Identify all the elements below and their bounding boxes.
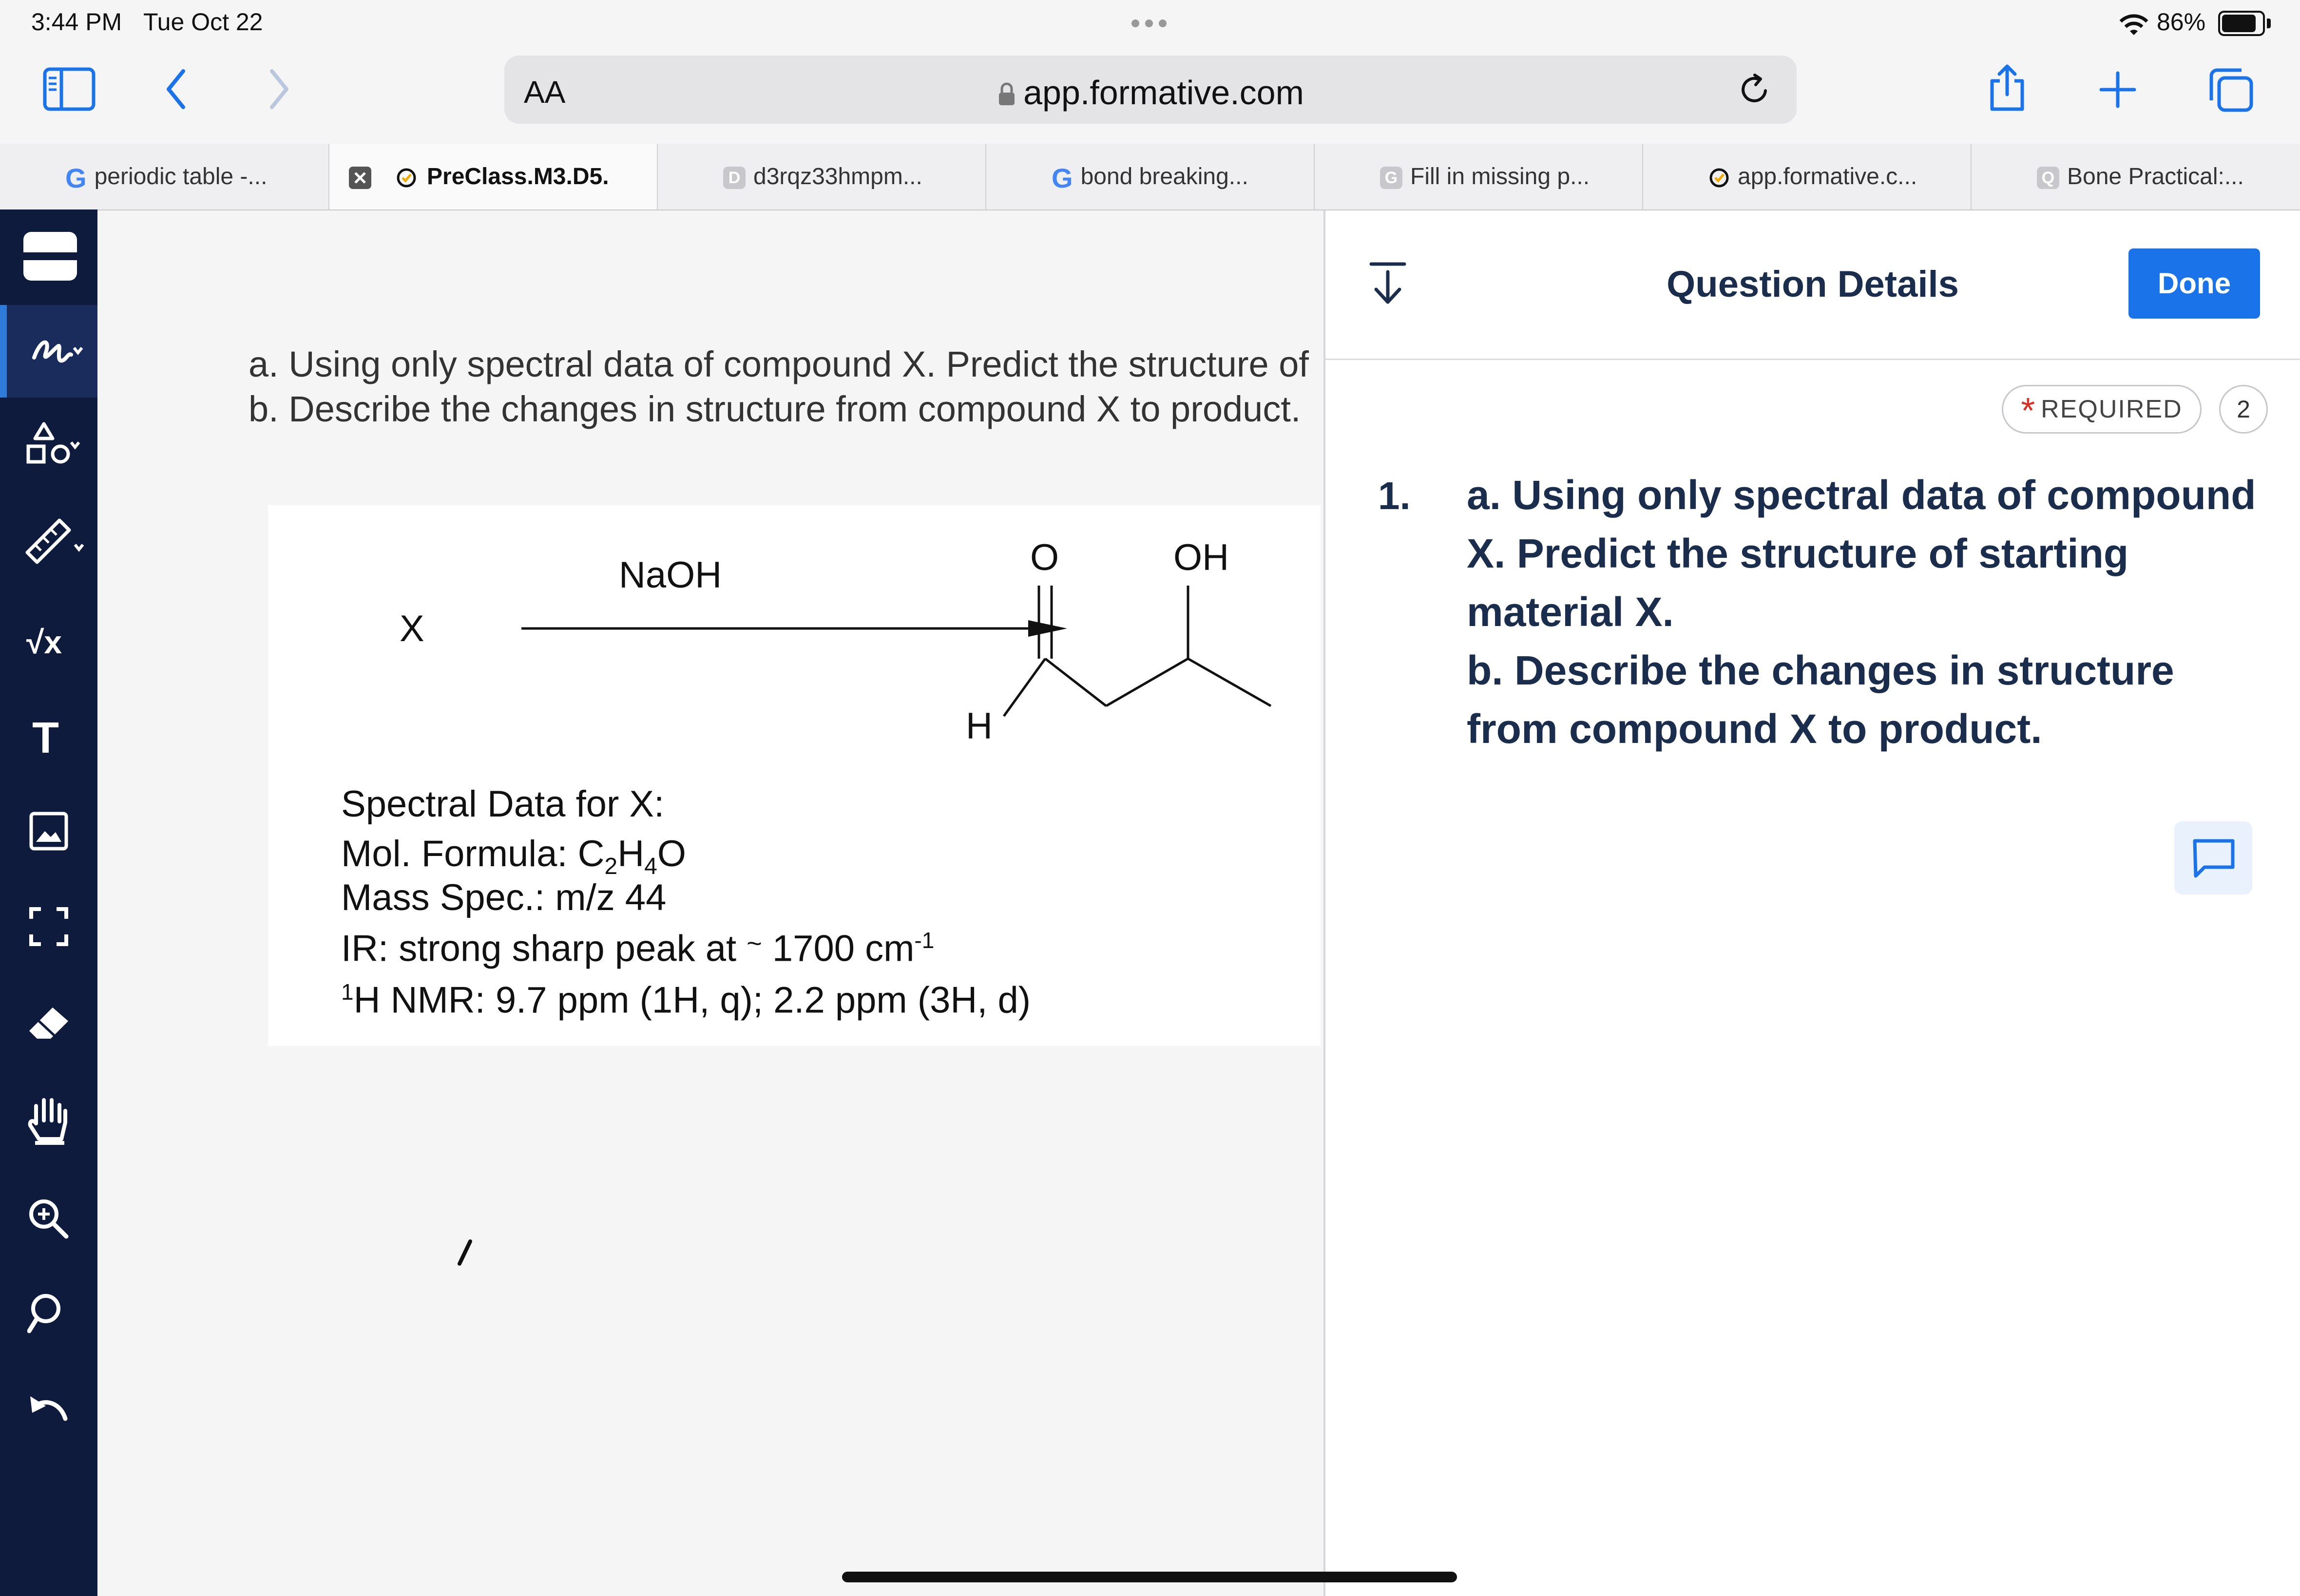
status-date: Tue Oct 22 [143, 8, 263, 36]
share-icon[interactable] [1986, 63, 2028, 112]
toolbar-collapse-button[interactable] [0, 209, 97, 302]
tab-app-formative[interactable] [1642, 144, 1971, 209]
reaction-arrow-head [1028, 620, 1067, 637]
product-hydroxyl: OH [1173, 537, 1229, 578]
crop-icon [29, 907, 68, 946]
tool-hand[interactable] [0, 1075, 97, 1167]
url-text: app.formative.com [1023, 74, 1304, 112]
document-canvas[interactable] [97, 210, 1324, 1596]
tool-zoom-in[interactable] [0, 1172, 97, 1265]
tool-zoom-out[interactable] [0, 1267, 97, 1359]
tool-text[interactable] [0, 690, 97, 782]
prompt-line-2: b. Describe the changes in structure from compound X to product. [249, 389, 1301, 429]
browser-toolbar [0, 49, 2300, 144]
question-text-line: a. Using only spectral data of compound [1467, 472, 2256, 518]
back-chevron-icon[interactable] [164, 67, 188, 111]
question-prompt [249, 342, 1309, 432]
annotation-toolbar [0, 209, 97, 1596]
product-skeleton [1004, 586, 1271, 716]
panel-title: Question Details [1667, 264, 1959, 305]
g-favicon: G [1380, 167, 1402, 189]
status-bar [0, 0, 2300, 49]
question-text-line: b. Describe the changes in structure [1467, 647, 2174, 693]
collapse-icon [23, 232, 77, 281]
ir-data: IR: strong sharp peak at ~ 1700 $cm^{-1}$ [341, 928, 935, 969]
multitasking-dots-icon[interactable] [1129, 19, 1169, 30]
math-icon: √x [26, 624, 62, 660]
tool-eraser[interactable] [0, 979, 97, 1072]
address-bar[interactable] [504, 56, 1797, 124]
tool-math[interactable] [0, 594, 97, 687]
tool-ruler[interactable] [0, 495, 97, 588]
battery-icon [2218, 11, 2265, 36]
tab-bar [0, 144, 2300, 210]
tab-label: periodic table -... [94, 164, 268, 190]
tab-fill-in-missing[interactable] [1314, 144, 1642, 209]
comment-icon [2192, 838, 2236, 879]
prompt-line-1: a. Using only spectral data of compound X. Predict the structure of [249, 344, 1309, 384]
sidebar-toggle-icon[interactable] [43, 67, 96, 111]
shapes-icon [24, 422, 83, 471]
done-button[interactable]: Done [2128, 248, 2260, 319]
close-tab-icon[interactable] [349, 167, 371, 189]
forward-chevron-icon[interactable] [267, 67, 291, 111]
tool-image[interactable] [0, 787, 97, 880]
formative-icon [396, 167, 417, 189]
nmr-data: $^1$H NMR: 9.7 ppm (1H, q); 2.2 ppm (3H, d) [341, 979, 1031, 1021]
tab-bone-practical[interactable] [1971, 144, 2300, 209]
home-indicator [842, 1572, 1457, 1582]
url-field[interactable] [504, 73, 1797, 112]
wifi-icon [2117, 12, 2151, 37]
tab-preclass[interactable] [328, 144, 657, 209]
pen-tool-icon [31, 333, 85, 372]
google-icon: G [1052, 162, 1073, 193]
question-text-line: from compound X to product. [1467, 706, 2042, 752]
reaction-scheme [268, 505, 1321, 778]
tab-bond-breaking[interactable] [985, 144, 1314, 209]
tab-label: Fill in missing p... [1410, 164, 1590, 190]
google-icon: G [65, 162, 87, 193]
new-tab-plus-icon[interactable] [2099, 71, 2136, 108]
tool-pen[interactable] [0, 305, 97, 398]
zoom-out-icon [27, 1292, 69, 1334]
required-star-icon: * [2021, 390, 2036, 431]
product-aldehyde-h: H [966, 705, 993, 747]
status-time: 3:44 PM [31, 8, 122, 36]
panel-header [1325, 210, 2300, 360]
points-badge: 2 [2219, 385, 2268, 434]
tab-d3rqz[interactable] [657, 144, 985, 209]
tab-label: Bone Practical:... [2067, 164, 2244, 190]
tab-label: bond breaking... [1080, 164, 1248, 190]
reagent-label: NaOH [619, 554, 722, 596]
eraser-icon [25, 1004, 72, 1043]
question-details-panel [1325, 210, 2300, 1596]
tab-overview-icon[interactable] [2207, 66, 2254, 113]
mol-formula: Mol. Formula: $C_2H_4O$ [341, 833, 686, 880]
reaction-figure [268, 505, 1321, 1046]
lock-icon [997, 82, 1016, 106]
text-size-button[interactable]: AA [524, 75, 566, 110]
reload-icon[interactable] [1737, 73, 1771, 107]
tool-crop[interactable] [0, 882, 97, 974]
question-text-line: X. Predict the structure of starting [1467, 531, 2129, 576]
d-favicon: D [723, 167, 746, 189]
question-text-line: material X. [1467, 589, 1674, 635]
reactant-label: X [400, 608, 424, 649]
tool-undo[interactable] [0, 1364, 97, 1457]
tab-label: app.formative.c... [1738, 164, 1917, 190]
image-icon [29, 812, 68, 851]
product-carbonyl-o: O [1030, 537, 1059, 578]
formative-icon [1708, 167, 1730, 189]
undo-icon [26, 1391, 70, 1425]
text-icon: T [32, 714, 59, 762]
ink-stroke [456, 1238, 475, 1268]
comment-button[interactable] [2174, 821, 2252, 894]
ruler-icon [24, 517, 88, 566]
mass-spec: Mass Spec.: m/z 44 [341, 877, 667, 918]
tab-label: d3rqz33hmpm... [753, 164, 922, 190]
question-number: 1. [1378, 474, 1411, 517]
battery-percent: 86% [2157, 8, 2206, 36]
tab-label: PreClass.M3.D5. [427, 164, 609, 190]
zoom-in-icon [27, 1197, 69, 1239]
tool-shapes[interactable] [0, 398, 97, 490]
q-favicon: Q [2037, 167, 2059, 189]
hand-icon [25, 1094, 72, 1148]
tab-periodic-table[interactable] [0, 144, 328, 209]
spectral-heading: Spectral Data for X: [341, 783, 665, 825]
required-badge: * REQUIRED [2002, 385, 2202, 434]
